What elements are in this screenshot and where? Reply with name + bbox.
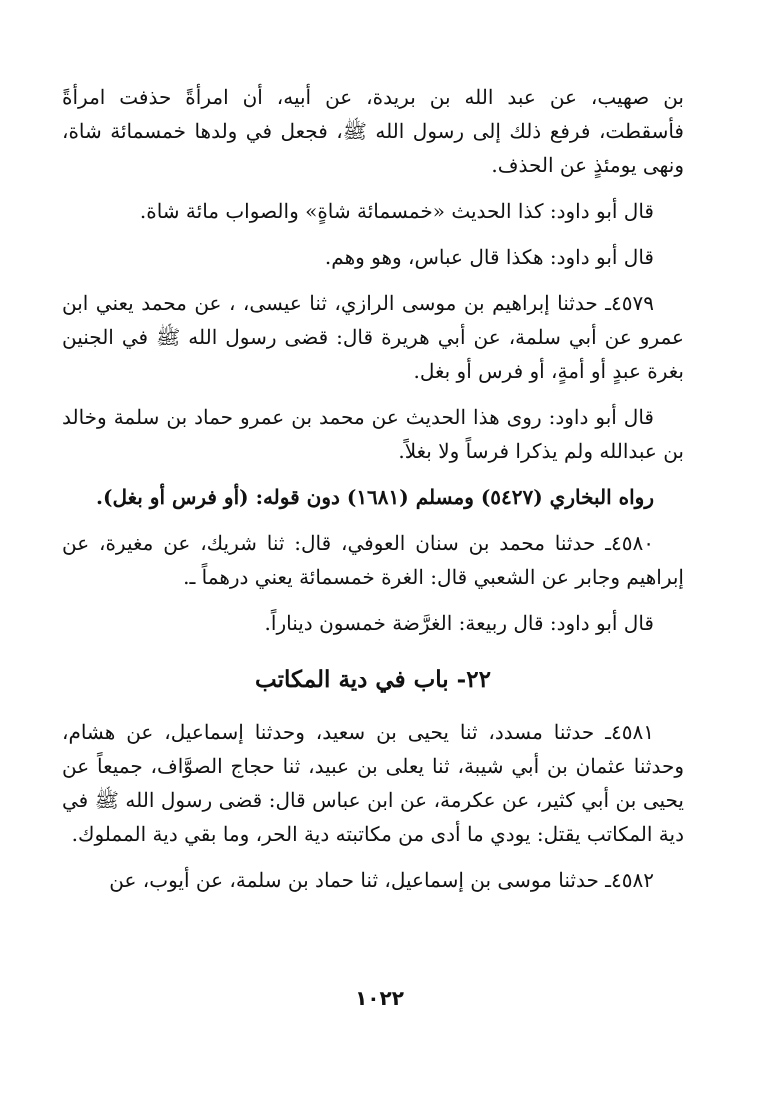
paragraph: قال أبو داود: روى هذا الحديث عن محمد بن عمرو حماد بن سلمة وخالد بن عبدالله ولم يذكرا فرساً ولا بغلاً.	[62, 405, 684, 463]
paragraph: بن صهيب، عن عبد الله بن بريدة، عن أبيه، أن امرأةً حذفت امرأةً فأسقطت، فرفع ذلك إلى رسول الله ﷺ، فجعل في ولدها خمسمائة شاة، ونهى يومئذٍ عن الحذف.	[62, 85, 684, 177]
paragraph: قال أبو داود: هكذا قال عباس، وهو وهم.	[324, 245, 654, 269]
paragraph: ٤٥٨١ـ حدثنا مسدد، ثنا يحيى بن سعيد، وحدثنا إسماعيل، عن هشام، وحدثنا عثمان بن أبي شيبة، ثنا يعلى بن عبيد، ثنا حجاج الصوَّاف، جميعاً عن يحيى بن أبي كثير، عن عكرمة، عن ابن عباس قال: قضى رسول الله ﷺ في دية المكاتب يقتل: يودي ما أدى من مكاتبته دية الحر، وما بقي دية المملوك.	[62, 720, 684, 846]
citation-paragraph: رواه البخاري (٥٤٢٧) ومسلم (١٦٨١) دون قوله: (أو فرس أو بغل).	[96, 485, 654, 509]
paragraph: قال أبو داود: قال ربيعة: الغرَّضة خمسون ديناراً.	[264, 611, 654, 635]
chapter-heading: ٢٢- باب في دية المكاتب	[255, 666, 491, 693]
paragraph: ٤٥٨٢ـ حدثنا موسى بن إسماعيل، ثنا حماد بن سلمة، عن أيوب، عن	[109, 868, 654, 892]
page-content	[62, 80, 684, 909]
paragraph: قال أبو داود: كذا الحديث «خمسمائة شاةٍ» والصواب مائة شاة.	[139, 199, 654, 223]
paragraph: ٤٥٧٩ـ حدثنا إبراهيم بن موسى الرازي، ثنا عيسى، ، عن محمد يعني ابن عمرو عن أبي سلمة، عن أبي هريرة قال: قضى رسول الله ﷺ في الجنين بغرة عبدٍ أو أمةٍ، أو فرس أو بغل.	[62, 291, 684, 383]
page-number: ١٠٢٢	[355, 986, 404, 1010]
paragraph: ٤٥٨٠ـ حدثنا محمد بن سنان العوفي، قال: ثنا شريك، عن مغيرة، عن إبراهيم وجابر عن الشعبي قال: الغرة خمسمائة يعني درهماً ـ.	[62, 531, 684, 589]
